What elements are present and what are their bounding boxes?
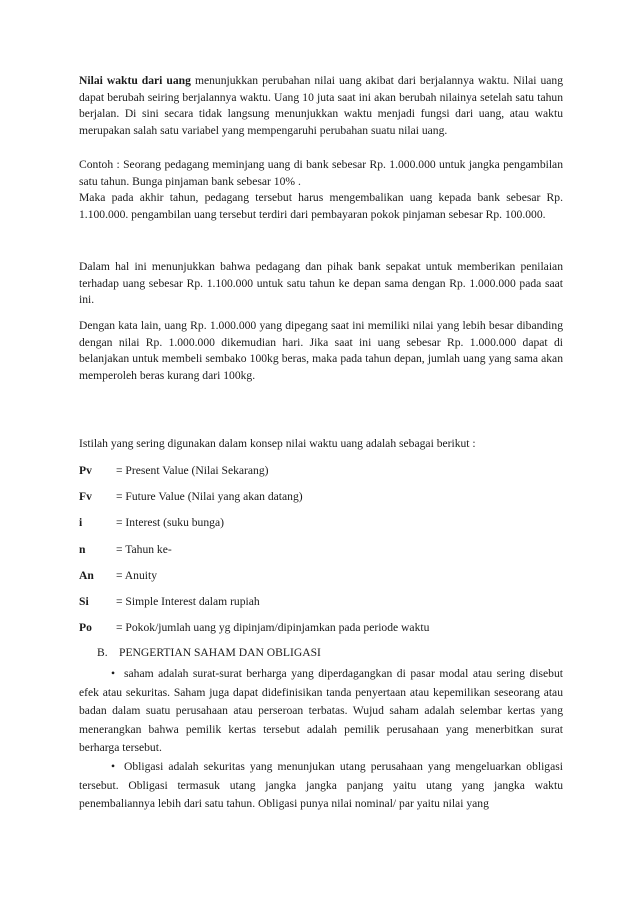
term-row: [79, 595, 563, 611]
example-continuation: Maka pada akhir tahun, pedagang tersebut harus mengembalikan uang kepada bank sebesar Rp. 1.100.000. pengambilan uang tersebut terdiri dari pembayaran pokok pinjaman sebesar Rp. 100.000.: [79, 191, 563, 221]
term-symbol: Pv: [79, 464, 92, 477]
term-row: [79, 543, 563, 559]
bullet-icon: •: [110, 667, 116, 680]
list-item-saham: [79, 665, 563, 758]
saham-first-line: saham adalah surat-surat berharga yang diperdagangkan di pasar modal atau sering: [124, 667, 525, 680]
paragraph-example: [79, 157, 563, 223]
term-row: [79, 569, 563, 585]
example-text: Contoh : Seorang pedagang meminjang uang di bank sebesar Rp. 1.000.000 untuk jangka pengambilan satu tahun. Bunga pinjaman bank sebesar 10% .: [79, 158, 563, 188]
terms-intro: Istilah yang sering digunakan dalam konsep nilai waktu uang adalah sebagai berikut :: [79, 437, 476, 450]
term-heading: Nilai waktu dari uang: [79, 74, 191, 87]
term-definition: = Tahun ke-: [116, 543, 172, 556]
term-definition: = Pokok/jumlah uang yg dipinjam/dipinjamkan pada periode waktu: [116, 621, 430, 634]
paragraph-interpretation: [79, 259, 563, 309]
paragraph-text: menunjukkan perubahan nilai uang akibat dari berjalannya waktu. Nilai uang dapat berubah seiring berjalannya waktu. Uang 10 juta saat ini akan berubah nilainya setelah satu tahun berjalan. Di sini secara tidak langsung menunjukkan waktu menjadi fungsi dari uang, atau waktu merupakan salah satu variabel yang mempengaruhi perubahan suatu nilai uang.: [79, 74, 564, 137]
term-definition: = Present Value (Nilai Sekarang): [116, 464, 269, 477]
paragraph-time-value: [79, 73, 563, 139]
other-words-text: Dengan kata lain, uang Rp. 1.000.000 yang dipegang saat ini memiliki nilai yang lebih besar dibanding dengan nilai Rp. 1.000.000 dikemudian hari. Jika saat ini uang sebesar Rp. 1.000.000 dapat di belanjakan untuk membeli sembako 100kg beras, maka pada tahun depan, jumlah uang yang sama akan memperoleh beras kurang dari 100kg.: [79, 319, 563, 382]
obligasi-first-line: Obligasi adalah sekuritas yang menunjukan utang perusahaan yang mengeluarkan: [124, 759, 522, 773]
section-title: PENGERTIAN SAHAM DAN OBLIGASI: [119, 646, 321, 659]
term-symbol: Fv: [79, 490, 92, 503]
term-definition: = Future Value (Nilai yang akan datang): [116, 490, 303, 503]
list-item-obligasi: [79, 758, 563, 814]
term-definition: = Interest (suku bunga): [116, 516, 224, 529]
term-row: [79, 490, 563, 506]
term-definition: = Simple Interest dalam rupiah: [116, 595, 260, 608]
term-row: [79, 464, 563, 480]
section-letter: B.: [97, 646, 108, 659]
term-symbol: i: [79, 516, 83, 529]
bullet-icon: •: [110, 759, 116, 773]
term-symbol: Si: [79, 595, 89, 608]
term-symbol: An: [79, 569, 94, 582]
saham-text: disebut efek atau sekuritas. Saham juga dapat didefinisikan tanda penyertaan atau kepemilikan seseorang atau badan dalam suatu perusahaan atau perseroan terbatas. Wujud saham adalah selembar kertas yang menerangkan bahwa pemilik kertas tersebut adalah pemilik perusahaan yang menerbitkan surat berharga tersebut.: [79, 667, 563, 755]
term-definition: = Anuity: [116, 569, 158, 582]
saham-obligasi-body: [79, 665, 563, 814]
term-row: [79, 621, 563, 637]
term-row: [79, 516, 563, 532]
section-heading: [97, 646, 321, 659]
term-symbol: n: [79, 543, 86, 556]
obligasi-text: obligasi tersebut. Obligasi termasuk utang jangka jangka panjang yaitu utang yang jangka waktu penembaliannya lebih dari satu tahun. Obligasi punya nilai nominal/ par yaitu nilai yang: [79, 759, 563, 811]
paragraph-other-words: [79, 318, 563, 384]
term-symbol: Po: [79, 621, 92, 634]
interpretation-text: Dalam hal ini menunjukkan bahwa pedagang dan pihak bank sepakat untuk memberikan penilaian terhadap uang sebesar Rp. 1.100.000 untuk satu tahun ke depan sama dengan Rp. 1.000.000 pada saat ini.: [79, 260, 563, 306]
